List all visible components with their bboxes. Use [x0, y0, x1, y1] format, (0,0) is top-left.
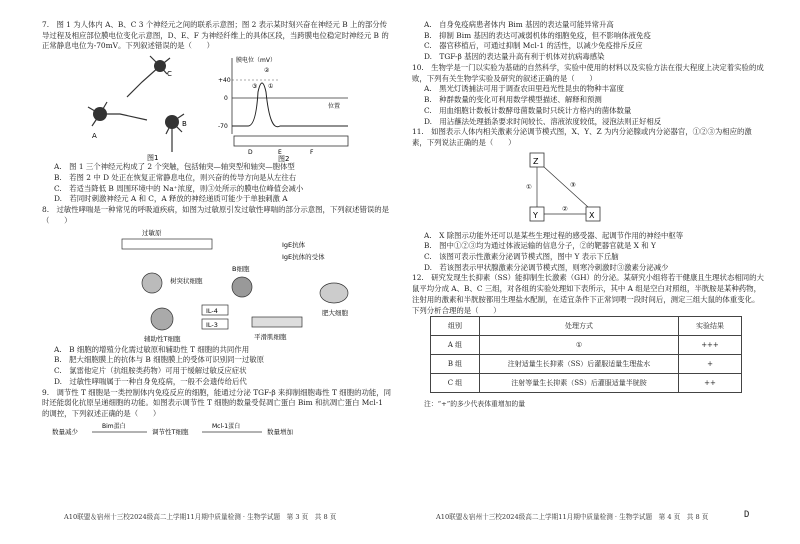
table-cell: 注射适量生长抑素（SS）后灌服适量生理盐水 — [480, 355, 679, 374]
table-row — [431, 374, 742, 393]
table-cell: ① — [480, 336, 679, 355]
table-row — [431, 355, 742, 374]
hormone-diagram — [412, 149, 764, 227]
q8-figure — [42, 227, 392, 345]
dendritic-cell — [142, 273, 162, 293]
table-cell: C 组 — [431, 374, 480, 393]
q9-stem: 9. 调节性 T 细胞是一类控制体内免疫反应的细胞，能通过分泌 TGF-β 来抑制细胞毒性 T 细胞的功能，同时还能弱化抗原呈递细胞的功能。如图表示调节性 T 细胞的数量受促凋亡蛋白 Bim 和抗凋亡蛋白 Mcl-1 的调控，下列叙述正确的是（ ） — [42, 387, 392, 419]
arrow-c1: ① — [526, 182, 532, 191]
epithelium — [122, 239, 212, 249]
fig2-ylabel: 膜电位（mV） — [236, 57, 276, 65]
smooth-label: 平滑肌细胞 — [254, 332, 287, 341]
table-cell: +++ — [679, 336, 742, 355]
fig2-c3: ③ — [252, 83, 258, 91]
node-x: X — [589, 210, 595, 220]
q12-stem: 12. 研究发现生长抑素（SS）能抑制生长激素（GH）的分泌。某研究小组将若干健康且生理状态相同的大鼠平均分成 A、B、C 三组，对各组的实验处理如下表所示，其中 A 组是空白对照组，半胱胺是某种药物，注射用的激素和半胱胺都用生理盐水配制，在适宜条件下正常饲喂一段时间后，测定三组大鼠的体重变化。下列分析合理的是（ ） — [412, 273, 764, 315]
q10-option-c: C. 用血细胞计数板计数酵母菌数量时只统计方格内的菌体数量 — [424, 105, 632, 115]
smooth-muscle — [252, 317, 302, 327]
mast-cell — [320, 283, 348, 303]
table-cell: A 组 — [431, 336, 480, 355]
fig2-potential — [218, 52, 358, 162]
q8-option-a: A. B 细胞的增殖分化需过敏原和辅助性 T 细胞的共同作用 — [54, 344, 250, 354]
q8-stem: 8. 过敏性哮喘是一种常见的呼吸道疾病，如图为过敏原引发过敏性哮喘的部分示意图，下列叙述错误的是（ ） — [42, 205, 390, 225]
il4-label: IL-4 — [206, 306, 218, 315]
table-header: 实验结果 — [679, 317, 742, 336]
fig2-d: D — [248, 149, 253, 157]
q8-option-b: B. 肥大细胞膜上的抗体与 B 细胞膜上的受体可识别同一过敏原 — [54, 355, 265, 365]
q12-note: 注：“+”的多少代表体重增加的量 — [424, 400, 526, 409]
q12-table — [430, 316, 742, 393]
flow-mid: 调节性T细胞 — [152, 427, 189, 436]
q8-option-c: C. 氯雷他定片（抗组胺类药物）可用于缓解过敏反应症状 — [54, 366, 247, 376]
corner-letter: D — [744, 510, 750, 520]
fig2-f: F — [310, 149, 314, 157]
fig1-label-b: B — [182, 120, 187, 129]
q11-option-d: D. 若该图表示甲状腺激素分泌调节模式图，则寒冷刺激时③激素分泌减少 — [424, 262, 669, 272]
il3-label: IL-3 — [206, 320, 218, 329]
q7-option-c: C. 若适当降低 B 周围环境中的 Na⁺浓度，则③处所示的膜电位峰值会减小 — [54, 183, 304, 193]
fig2-pos: 位置 — [328, 103, 341, 111]
table-row — [431, 336, 742, 355]
table-cell: B 组 — [431, 355, 480, 374]
fig1-caption: 图1 — [147, 154, 159, 163]
q9-option-d: D. TGF-β 基因的表达量升高有利于机体对抗病毒感染 — [424, 52, 605, 62]
fig2-caption: 图2 — [278, 155, 290, 163]
fig2-tick-0: 0 — [224, 95, 228, 103]
helper-t-cell — [151, 308, 173, 330]
q9-flow — [52, 420, 352, 440]
fig1-label-a: A — [92, 132, 97, 141]
table-header: 组别 — [431, 317, 480, 336]
q10-option-a: A. 黑光灯诱捕法可用于调查农田里趋光性昆虫的物种丰富度 — [424, 84, 624, 94]
allergen-label: 过敏原 — [142, 228, 162, 237]
node-z: Z — [533, 156, 539, 166]
fig2-tick-p40: +40 — [218, 77, 231, 85]
arrow-c2: ② — [562, 204, 568, 213]
th-label: 辅助性T细胞 — [144, 334, 181, 343]
fig2-axon — [234, 136, 348, 146]
footer-right: A10联盟＆宿州十三校2024级高二上学期11月期中质量检测 · 生物学试题 第 4 页 共 8 页 — [436, 513, 709, 521]
fig2-tick-m70: -70 — [218, 123, 228, 131]
q11-option-c: C. 该图可表示性激素分泌调节模式图，图中 Y 表示下丘脑 — [424, 252, 619, 262]
q10-option-b: B. 种群数量的变化可利用数学模型描述、解释和预测 — [424, 95, 602, 105]
q11-option-b: B. 图中①②③均为通过体液运输的信息分子，②的靶器官就是 X 和 Y — [424, 241, 656, 251]
legend-antibody: IgE抗体 — [282, 240, 306, 249]
q7-stem: 7. 图 1 为人体内 A、B、C 3 个神经元之间的联系示意图；图 2 表示某时刻兴奋在神经元 B 上的部分传导过程及相应部位膜电位变化示意图，D、E、F 为神经纤维上的具体区段，当跨膜电位稳定时神经元 B 的正常静息电位为-70mV。下列叙述错误的是（ ） — [42, 20, 389, 51]
legend-receptor: IgE抗体的受体 — [282, 252, 325, 261]
table-cell: 注射等量生长抑素（SS）后灌服适量半胱胺 — [480, 374, 679, 393]
table-cell: ++ — [679, 374, 742, 393]
q7-option-a: A. 图 1 三个神经元构成了 2 个突触，包括轴突—轴突型和轴突—胞体型 — [54, 162, 295, 172]
flow-mcl: Mcl-1蛋白 — [212, 422, 241, 430]
fig2-e: E — [278, 149, 282, 157]
q9-option-c: C. 器官移植后，可通过抑制 Mcl-1 的活性，以减少免疫排斥反应 — [424, 41, 643, 51]
q7-option-d: D. 若同时刺激神经元 A 和 C，A 释放的神经递质可能少于单独刺激 A — [54, 194, 288, 204]
fig1-label-c: C — [167, 70, 172, 79]
right-column — [412, 20, 764, 417]
mast-label: 肥大细胞 — [322, 308, 348, 317]
b-cell — [232, 277, 252, 297]
table-cell: + — [679, 355, 742, 374]
dc-label: 树突状细胞 — [170, 276, 203, 285]
flow-left: 数量减少 — [52, 427, 78, 436]
flow-right: 数量增加 — [267, 427, 293, 436]
q11-stem: 11. 如图表示人体内相关激素分泌调节模式图，X、Y、Z 为内分泌腺或内分泌器官，①②③为相应的激素，下列说法正确的是（ ） — [412, 127, 752, 148]
fig2-c1: ① — [268, 83, 274, 91]
arrow-c3: ③ — [570, 180, 576, 189]
footer-left: A10联盟＆宿州十三校2024级高二上学期11月期中质量检测 · 生物学试题 第 3 页 共 8 页 — [64, 513, 337, 521]
q7-figures — [42, 52, 392, 162]
fig1-neurons — [72, 52, 192, 162]
left-column — [42, 20, 392, 443]
bcell-label: B细胞 — [232, 264, 250, 273]
q10-stem: 10. 生物学是一门以实验为基础的自然科学，实验中使用的材料以及实验方法在很大程度上决定着实验的成败，下列有关生物学实验及研究的叙述正确的是（ ） — [412, 62, 764, 83]
fig2-c2: ② — [264, 67, 270, 75]
table-header: 处理方式 — [480, 317, 679, 336]
q10-option-d: D. 用沾蘸法处理插条要求时间较长、溶液浓度较低，浸泡法则正好相反 — [424, 116, 662, 126]
flow-bim: Bim蛋白 — [102, 422, 126, 430]
allergy-diagram — [82, 227, 382, 345]
q8-option-d: D. 过敏性哮喘属于一种自身免疫病，一般不会遗传给后代 — [54, 376, 247, 386]
q9-option-a: A. 自身免疫病患者体内 Bim 基因的表达量可能异常升高 — [424, 20, 614, 29]
q9-option-b: B. 抑制 Bim 基因的表达可减弱机体的细胞免疫，但不影响体液免疫 — [424, 30, 651, 40]
node-y: Y — [533, 210, 538, 220]
table-header-row — [431, 317, 742, 336]
q11-option-a: A. X 除图示功能外还可以是某些生理过程的感受器、起调节作用的神经中枢等 — [424, 230, 684, 240]
q7-option-b: B. 若图 2 中 D 处正在恢复正常静息电位，则兴奋的传导方向是从左往右 — [54, 172, 297, 182]
